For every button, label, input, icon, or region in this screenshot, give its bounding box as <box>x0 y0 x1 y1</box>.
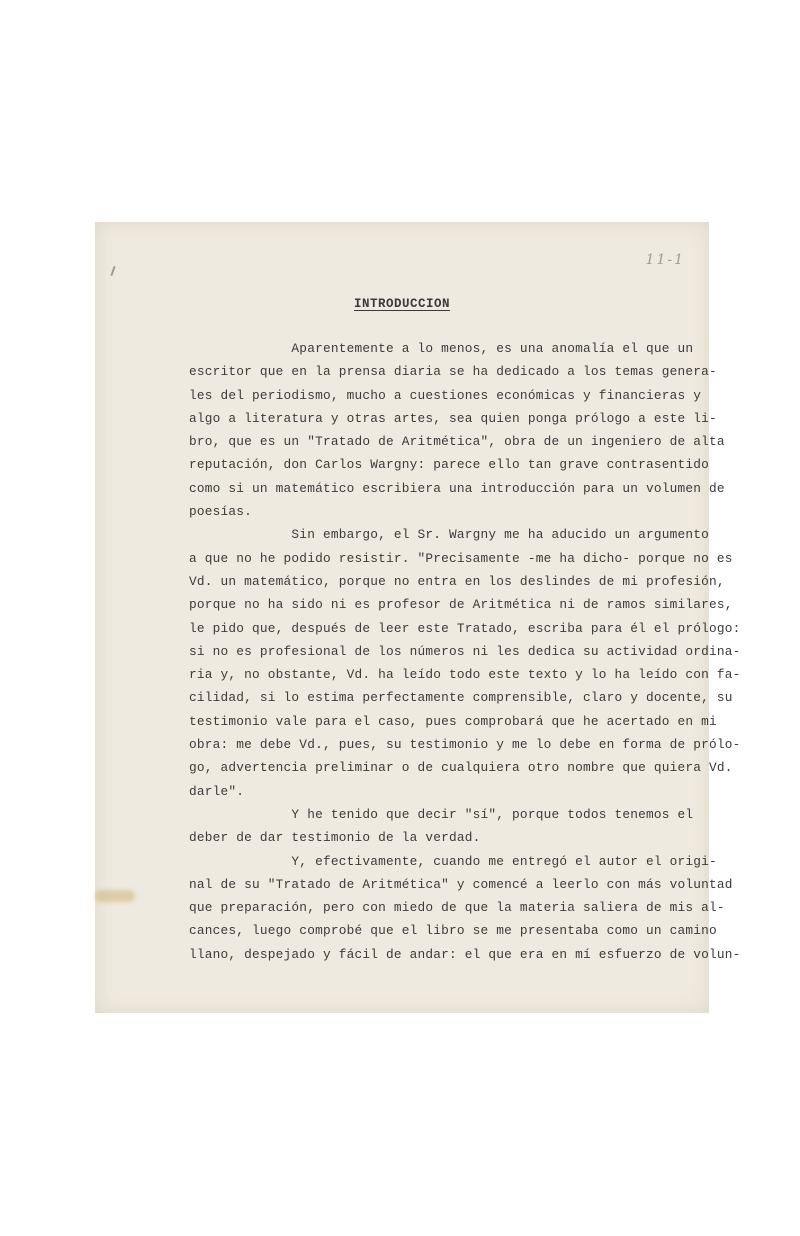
text-line: como si un matemático escribiera una introducción para un volumen de <box>189 480 725 496</box>
text-line: obra: me debe Vd., pues, su testimonio y me lo debe en forma de prólo- <box>189 737 741 753</box>
text-line: cilidad, si lo estima perfectamente comprensible, claro y docente, su <box>189 690 733 706</box>
text-line: si no es profesional de los números ni les dedica su actividad ordina- <box>189 643 741 659</box>
body-text <box>189 337 789 966</box>
page-folio: 11-1 <box>645 252 685 268</box>
text-line: le pido que, después de leer este Tratado, escriba para él el prólogo: <box>189 620 741 636</box>
text-line: deber de dar testimonio de la verdad. <box>189 830 481 846</box>
text-line: Sin embargo, el Sr. Wargny me ha aducido un argumento <box>189 527 710 543</box>
text-line: porque no ha sido ni es profesor de Aritmética ni de ramos similares, <box>189 597 733 613</box>
text-line: poesías. <box>189 504 253 520</box>
text-line: cances, luego comprobé que el libro se me presentaba como un camino <box>189 923 717 939</box>
page-title: INTRODUCCION <box>353 297 450 311</box>
text-line: Y, efectivamente, cuando me entregó el autor el origi- <box>189 853 717 869</box>
typewritten-page <box>95 222 741 1013</box>
text-line: algo a literatura y otras artes, sea quien ponga prólogo a este li- <box>189 410 717 426</box>
text-line: Vd. un matemático, porque no entra en los deslindes de mi profesión, <box>189 573 725 589</box>
text-line: llano, despejado y fácil de andar: el que era en mí esfuerzo de volun- <box>189 946 741 962</box>
text-line: ria y, no obstante, Vd. ha leído todo este texto y lo ha leído con fa- <box>189 667 741 683</box>
tape-stain <box>95 890 135 902</box>
text-line: reputación, don Carlos Wargny: parece ello tan grave contrasentido <box>189 457 710 473</box>
text-line: escritor que en la prensa diaria se ha dedicado a los temas genera- <box>189 364 717 380</box>
text-line: bro, que es un "Tratado de Aritmética", obra de un ingeniero de alta <box>189 434 725 450</box>
text-line: a que no he podido resistir. "Precisamente -me ha dicho- porque no es <box>189 550 733 566</box>
margin-mark <box>110 266 115 276</box>
text-line: les del periodismo, mucho a cuestiones económicas y financieras y <box>189 387 702 403</box>
text-line: Aparentemente a lo menos, es una anomalía el que un <box>189 341 694 356</box>
text-line: go, advertencia preliminar o de cualquiera otro nombre que quiera Vd. <box>189 760 733 776</box>
text-line: nal de su "Tratado de Aritmética" y comencé a leerlo con más voluntad <box>189 876 733 892</box>
text-line: que preparación, pero con miedo de que la materia saliera de mis al- <box>189 900 725 916</box>
text-line: Y he tenido que decir "sí", porque todos tenemos el <box>189 806 694 822</box>
text-line: darle". <box>189 783 245 799</box>
text-line: testimonio vale para el caso, pues comprobará que he acertado en mi <box>189 713 717 729</box>
